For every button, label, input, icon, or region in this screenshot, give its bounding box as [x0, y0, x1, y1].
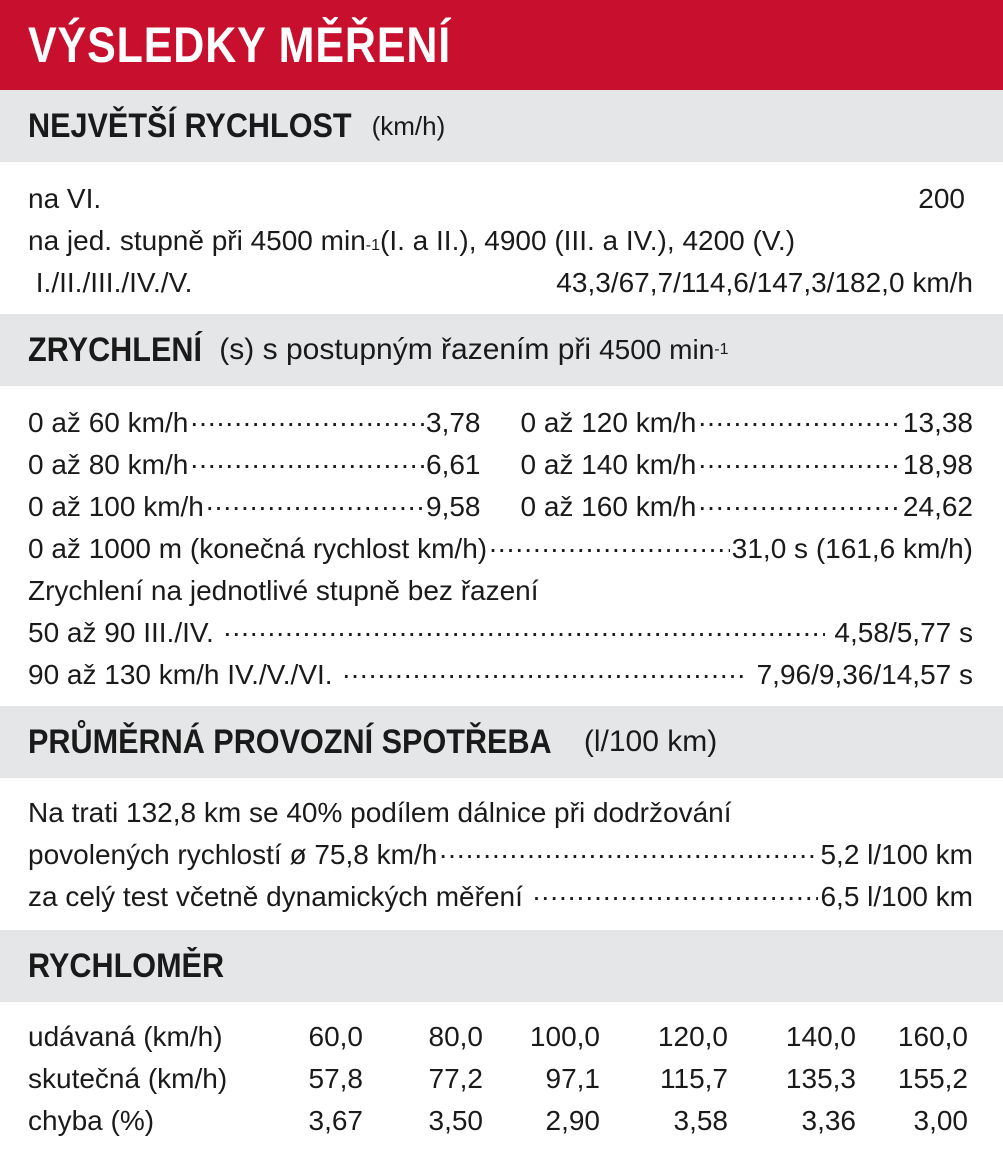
speedometer-body — [0, 1002, 1003, 1142]
acc-row — [28, 444, 481, 486]
acceleration-heading: ZRYCHLENÍ — [28, 330, 202, 369]
acceleration-right-col — [521, 402, 974, 528]
speedo-cell: 160,0 — [897, 1021, 968, 1052]
acc-label: 0 až 60 km/h — [28, 407, 189, 438]
elastic-title: Zrychlení na jednotlivé stupně bez řazení — [28, 575, 539, 606]
km-row — [28, 528, 973, 570]
speedometer-header — [0, 930, 1003, 1002]
speedo-cell: 2,90 — [545, 1105, 600, 1136]
gears-info-b: (I. a II.), 4900 (III. a IV.), 4200 (V.) — [380, 225, 796, 256]
acc-label: 0 až 100 km/h — [28, 491, 204, 522]
elastic-row — [28, 612, 973, 654]
speedo-cell: 135,3 — [785, 1063, 856, 1094]
acc-value: 6,61 — [426, 449, 481, 480]
acc-label: 0 až 160 km/h — [520, 491, 697, 522]
acc-label: 0 až 140 km/h — [520, 449, 697, 480]
consumption-unit: (l/100 km) — [583, 725, 718, 758]
consumption-body — [0, 778, 1003, 930]
speedometer-table — [28, 1016, 968, 1142]
km-label: 0 až 1000 m (konečná rychlost km/h) — [28, 533, 488, 564]
table-row — [28, 1058, 968, 1100]
speedo-cell: 3,36 — [801, 1105, 856, 1136]
acceleration-rpm: 4500 min — [599, 334, 715, 365]
speedo-cell: 3,50 — [428, 1105, 483, 1136]
speedo-cell: 3,00 — [913, 1105, 968, 1136]
acc-row — [521, 444, 974, 486]
consumption-row — [28, 834, 973, 876]
speedo-cell: 3,58 — [673, 1105, 728, 1136]
max-speed-unit: (km/h) — [371, 110, 446, 141]
acc-row — [521, 402, 974, 444]
elastic-label: 90 až 130 km/h IV./V./VI. — [28, 659, 341, 690]
km-value: 31,0 s (161,6 km/h) — [731, 533, 973, 564]
speedo-cell: 77,2 — [428, 1063, 483, 1094]
acceleration-header: ZRYCHLENÍ (s) s postupným řazením při 4500 min -1 — [0, 314, 1003, 386]
speedo-cell: 80,0 — [428, 1021, 483, 1052]
max-speed-heading: NEJVĚTŠÍ RYCHLOST — [28, 106, 352, 145]
acc-value: 13,38 — [902, 407, 973, 438]
consumption-value: 5,2 l/100 km — [820, 839, 973, 870]
acc-label: 0 až 80 km/h — [28, 449, 189, 480]
speedo-cell: 3,67 — [308, 1105, 363, 1136]
table-row — [28, 1100, 968, 1142]
consumption-label: za celý test včetně dynamických měření — [28, 881, 531, 912]
gears-info-a: na jed. stupně při 4500 min — [28, 225, 366, 256]
speedo-label: chyba (%) — [28, 1105, 155, 1136]
acc-value: 3,78 — [426, 407, 481, 438]
max-speed-body — [0, 162, 1003, 314]
elastic-row — [28, 654, 973, 696]
speedo-label: udávaná (km/h) — [28, 1021, 223, 1052]
max-speed-header — [0, 90, 1003, 162]
top-speed-label: na VI. — [28, 183, 102, 214]
acc-value: 9,58 — [426, 491, 481, 522]
elastic-value: 7,96/9,36/14,57 s — [748, 659, 973, 690]
page-title: VÝSLEDKY MĚŘENÍ — [28, 17, 452, 73]
gears-speed-value: 43,3/67,7/114,6/147,3/182,0 km/h — [556, 267, 973, 298]
consumption-line1 — [28, 792, 973, 834]
speedo-cell: 115,7 — [660, 1063, 728, 1094]
speedo-cell: 97,1 — [545, 1063, 600, 1094]
elastic-label: 50 až 90 III./IV. — [28, 617, 222, 648]
consumption-row — [28, 876, 973, 918]
acceleration-left-col — [28, 402, 481, 528]
acc-value: 18,98 — [902, 449, 973, 480]
acceleration-subtitle: (s) s postupným řazením při — [219, 333, 592, 366]
acc-row — [521, 486, 974, 528]
speedometer-heading: RYCHLOMĚR — [28, 946, 225, 985]
speedo-cell: 120,0 — [657, 1021, 728, 1052]
consumption-value: 6,5 l/100 km — [820, 881, 973, 912]
gears-speed-label: I./II./III./IV./V. — [28, 267, 193, 298]
acceleration-columns — [28, 402, 973, 528]
speedo-cell: 57,8 — [308, 1063, 363, 1094]
top-speed-value: 200 — [918, 183, 965, 214]
elastic-title-row — [28, 570, 973, 612]
speedo-label: skutečná (km/h) — [28, 1063, 228, 1094]
consumption-label: povolených rychlostí ø 75,8 km/h — [28, 839, 438, 870]
speedo-cell: 155,2 — [897, 1063, 968, 1094]
acc-row — [28, 402, 481, 444]
gears-speed-row — [28, 262, 973, 304]
consumption-text: Na trati 132,8 km se 40% podílem dálnice při dodržování — [28, 797, 732, 828]
acc-label: 0 až 120 km/h — [520, 407, 697, 438]
speedo-cell: 60,0 — [308, 1021, 363, 1052]
acc-row — [28, 486, 481, 528]
table-row — [28, 1016, 968, 1058]
gears-info-row: na jed. stupně při 4500 min -1 (I. a II.), 4900 (III. a IV.), 4200 (V.) — [28, 220, 973, 262]
speedo-cell: 140,0 — [785, 1021, 856, 1052]
top-speed-row — [28, 178, 973, 220]
title-bar — [0, 0, 1003, 90]
acceleration-body — [0, 386, 1003, 706]
speedo-cell: 100,0 — [529, 1021, 600, 1052]
elastic-value: 4,58/5,77 s — [826, 617, 973, 648]
consumption-header — [0, 706, 1003, 778]
consumption-heading: PRŮMĚRNÁ PROVOZNÍ SPOTŘEBA — [28, 722, 552, 761]
acc-value: 24,62 — [902, 491, 973, 522]
